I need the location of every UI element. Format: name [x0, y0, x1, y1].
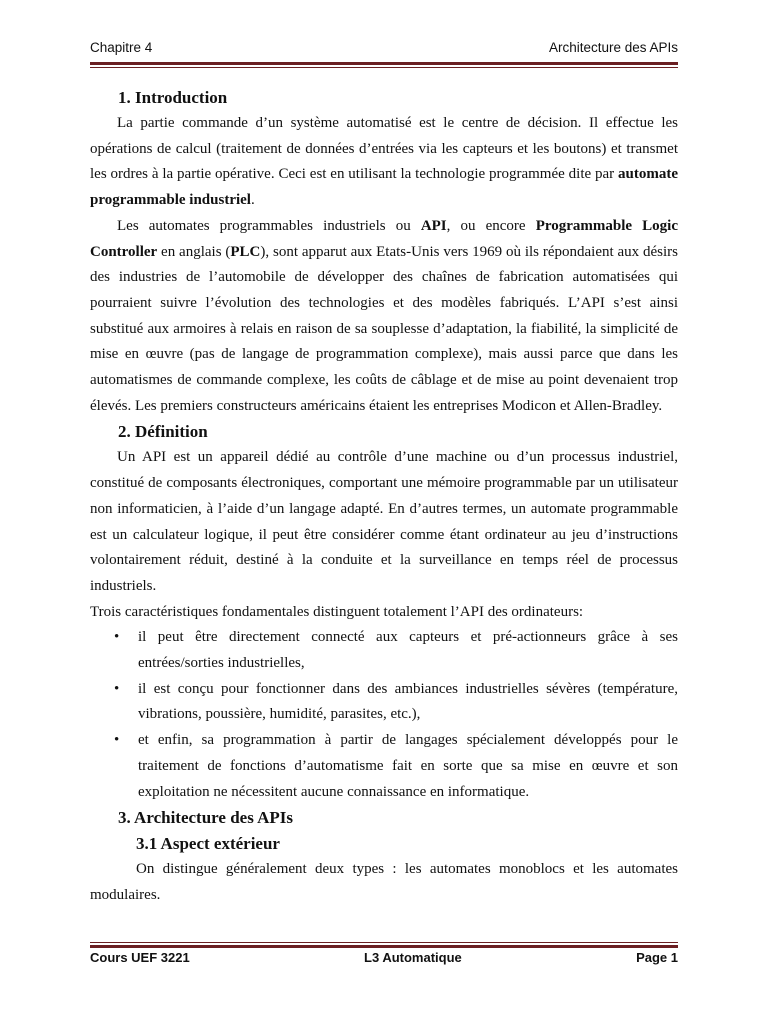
- footer-rule: [90, 945, 678, 948]
- header-title: Architecture des APIs: [548, 40, 678, 55]
- bullet-icon: •: [114, 629, 120, 646]
- page-content: [90, 85, 678, 909]
- header-rule-thin: [90, 67, 678, 68]
- intro-paragraph-1: La partie commande d’un système automatisé est le centre de décision. Il effectue les opérations de calcul (traitement de données d’entrées via les capteurs et les boutons) et transmet les ordres à la partie opérative. Ceci est en utilisant la technologie programmée dite par automate programmable industriel.: [90, 115, 678, 209]
- page-header: [90, 40, 678, 55]
- definition-paragraph-1: Un API est un appareil dédié au contrôle d’une machine ou d’un processus industriel, constitué de composants électroniques, comportant une mémoire programmable par un utilisateur non informaticien, à l’aide d’un langage adapté. En d’autres termes, un automate programmable est un calculateur logique, il peut être considérer comme étant ordinateur au jeu d’instructions volontairement réduit, destiné à la conduite et la surveillance en temps réel de processus industriels.: [90, 449, 678, 594]
- bullet-icon: •: [114, 732, 120, 749]
- footer-level: L3 Automatique: [364, 950, 462, 965]
- footer-course: Cours UEF 3221: [90, 950, 190, 965]
- section-title-introduction: 1. Introduction: [118, 88, 228, 107]
- header-chapter: Chapitre 4: [90, 40, 153, 55]
- list-item: • et enfin, sa programmation à partir de langages spécialement développés pour le traitement de fonctions d’automatisme fait en sorte que sa mise en œuvre et son exploitation ne nécessitent aucune connaissance en informatique.: [90, 728, 678, 805]
- list-item: • il est conçu pour fonctionner dans des ambiances industrielles sévères (température, vibrations, poussière, humidité, parasites, etc.),: [90, 677, 678, 728]
- section-title-definition: 2. Définition: [118, 422, 208, 442]
- subsection-title-aspect: 3.1 Aspect extérieur: [136, 834, 280, 854]
- list-item: • il peut être directement connecté aux capteurs et pré-actionneurs grâce à ses entrées/sorties industrielles,: [90, 625, 678, 676]
- bold-term: API: [420, 217, 447, 234]
- intro-paragraph-2: Les automates programmables industriels ou API, ou encore Programmable Logic Controller en anglais (PLC), sont apparut aux Etats-Unis vers 1969 où ils répondaient aux désirs des industries de l’automobile de développer des chaînes de fabrication automatisées qui pourraient suivre l’évolution des technologies et des modèles fabriqués. L’API s’est ainsi substitué aux armoires à relais en raison de sa souplesse d’adaptation, la fiabilité, la simplicité de mise en œuvre (pas de langage de programmation complexe), mais aussi parce que dans les automatismes de commande complexe, les coûts de câblage et de mise au point devenaient trop élevés. Les premiers constructeurs américains étaient les entreprises Modicon et Allen-Bradley.: [90, 217, 679, 414]
- bullet-icon: •: [114, 680, 120, 697]
- footer-page-number: Page 1: [636, 950, 678, 965]
- bold-term: PLC: [230, 243, 261, 260]
- bold-term: Programmable Logic Controller: [90, 217, 679, 260]
- definition-paragraph-2: Trois caractéristiques fondamentales distinguent totalement l’API des ordinateurs:: [90, 603, 584, 620]
- footer-rule-thin: [90, 942, 678, 943]
- characteristics-list: [90, 625, 678, 805]
- architecture-paragraph-1: On distingue généralement deux types : les automates monoblocs et les automates modulaires.: [90, 861, 678, 903]
- section-title-architecture: 3. Architecture des APIs: [118, 808, 294, 828]
- header-rule: [90, 62, 678, 65]
- page-footer: [90, 950, 678, 965]
- bold-term: automate programmable industriel: [90, 166, 678, 209]
